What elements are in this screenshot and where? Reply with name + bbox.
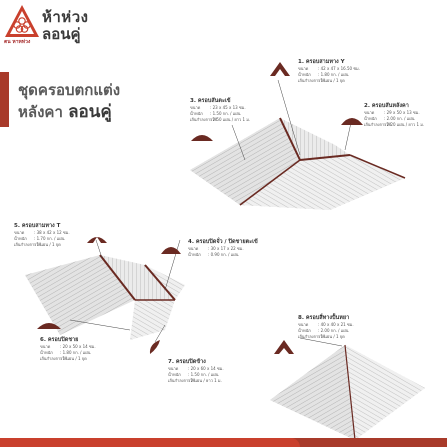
spec-size: : 29 x 50 x 13 ซม. — [384, 110, 420, 115]
hip-roof-top — [190, 118, 405, 210]
spec-key-size: ขนาด — [190, 105, 201, 110]
spec-usage: : 1 แผ่น / 1 จุด — [60, 356, 87, 361]
tile-4way-icon — [272, 338, 296, 360]
spec-weight: : 2.00 กก. / แผ่น — [318, 328, 349, 333]
spec-key-usage: เส้นกำลงการใช้ — [298, 78, 326, 83]
brand-name-line1: ห้าห่วง — [42, 8, 89, 26]
spec-weight: : 1.50 กก. / แผ่น — [188, 372, 219, 377]
spec-key-usage: เส้นกำลงการใช้ — [364, 122, 392, 127]
spec-key-weight: น้ำหนัก — [168, 372, 181, 377]
item-label: 3. ครอบสันตะเข้ — [190, 98, 231, 104]
spec-key-weight: น้ำหนัก — [188, 252, 201, 257]
brand-subtitle: ตน หาหห่วง — [4, 39, 31, 45]
spec-usage: : 2 แผ่น / ยาว 1 ม. — [188, 378, 222, 383]
footer-accent-bar-highlight — [0, 438, 300, 447]
page-title-line2-b: ลอนคู่ — [68, 102, 112, 122]
item-label: 1. ครอบสามทาง Y — [298, 59, 345, 65]
item-gable-end — [188, 238, 258, 258]
spec-key-weight: น้ำหนัก — [190, 111, 203, 116]
item-side — [168, 358, 224, 384]
tile-hip-icon — [190, 128, 214, 147]
item-label: 2. ครอบสันหลังคา — [364, 103, 409, 109]
tile-eave-end-icon — [36, 316, 62, 335]
spec-weight: : 1.80 กก. / แผ่น — [60, 350, 91, 355]
page-title-line1: ชุดครอบตกแต่ง — [18, 81, 121, 99]
spec-weight: : 0.90 กก. / แผ่น — [208, 252, 239, 257]
spec-key-weight: น้ำหนัก — [364, 116, 377, 121]
brand-name-line2: ลอนคู่ — [42, 25, 81, 43]
tile-ridge-icon — [340, 112, 364, 131]
tile-t-icon — [86, 230, 108, 249]
spec-key-size: ขนาด — [298, 322, 309, 327]
spec-key-usage: เส้นกำลงการใช้ — [190, 117, 218, 122]
spec-key-usage: เส้นกำลงการใช้ — [168, 378, 196, 383]
item-y-junction — [298, 58, 360, 84]
spec-key-weight: น้ำหนัก — [14, 236, 27, 241]
spec-weight: : 2.00 กก. / แผ่น — [384, 116, 415, 121]
spec-key-usage: เส้นกำลงการใช้ — [298, 334, 326, 339]
spec-key-size: ขนาด — [364, 110, 375, 115]
item-ridge — [364, 102, 424, 128]
spec-size: : 30 x 17 x 22 ซม. — [208, 246, 244, 251]
spec-key-size: ขนาด — [188, 246, 199, 251]
tile-side-icon — [148, 338, 162, 360]
spec-usage: : 2.20 แผ่น / ยาว 1 ม. — [384, 122, 425, 127]
spec-key-weight: น้ำหนัก — [298, 328, 311, 333]
item-4way-hip — [298, 314, 354, 340]
spec-size: : 40 x 40 x 21 ซม. — [318, 322, 354, 327]
spec-key-usage: เส้นกำลงการใช้ — [40, 356, 68, 361]
page-title-line2-a: หลังคา — [18, 103, 69, 121]
item-label: 6. ครอบปิดชาย — [40, 337, 79, 343]
item-label: 8. ครอบสี่ทางปั้นหยา — [298, 315, 350, 321]
spec-key-size: ขนาด — [298, 66, 309, 71]
tile-y-icon — [268, 60, 292, 82]
spec-usage: : 2.50 แผ่น / ยาว 1 ม. — [210, 117, 251, 122]
spec-weight: : 1.50 กก. / แผ่น — [210, 111, 241, 116]
spec-size: : 20 x 60 x 14 ซม. — [188, 366, 224, 371]
spec-weight: : 1.80 กก. / แผ่น — [318, 72, 349, 77]
spec-key-usage: เส้นกำลงการใช้ — [14, 242, 42, 247]
item-label: 4. ครอบปิดจั่ว / ปิดชายตะเข้ — [188, 239, 258, 245]
item-hip — [190, 97, 250, 123]
spec-weight: : 1.70 กก. / แผ่น — [34, 236, 65, 241]
spec-size: : 23 x 45 x 13 ซม. — [210, 105, 246, 110]
spec-key-weight: น้ำหนัก — [40, 350, 53, 355]
spec-key-weight: น้ำหนัก — [298, 72, 311, 77]
spec-usage: : 1 แผ่น / 1 จุด — [318, 78, 345, 83]
spec-key-size: ขนาด — [14, 230, 25, 235]
item-t-junction — [14, 222, 70, 248]
spec-size: : 38 x 42 x 12 ซม. — [34, 230, 70, 235]
spec-key-size: ขนาด — [40, 344, 51, 349]
item-eave-end — [40, 336, 96, 362]
tile-gable-end-icon — [160, 240, 182, 260]
item-label: 7. ครอบปิดข้าง — [168, 359, 206, 365]
spec-usage: : 1 แผ่น / 1 จุด — [318, 334, 345, 339]
spec-size: : 20 x 50 x 14 ซม. — [60, 344, 96, 349]
spec-key-size: ขนาด — [168, 366, 179, 371]
spec-usage: : 1 แผ่น / 1 จุด — [34, 242, 61, 247]
spec-size: : 42 x 47 x 16.50 ซม. — [318, 66, 360, 71]
item-label: 5. ครอบสามทาง T — [14, 223, 61, 229]
